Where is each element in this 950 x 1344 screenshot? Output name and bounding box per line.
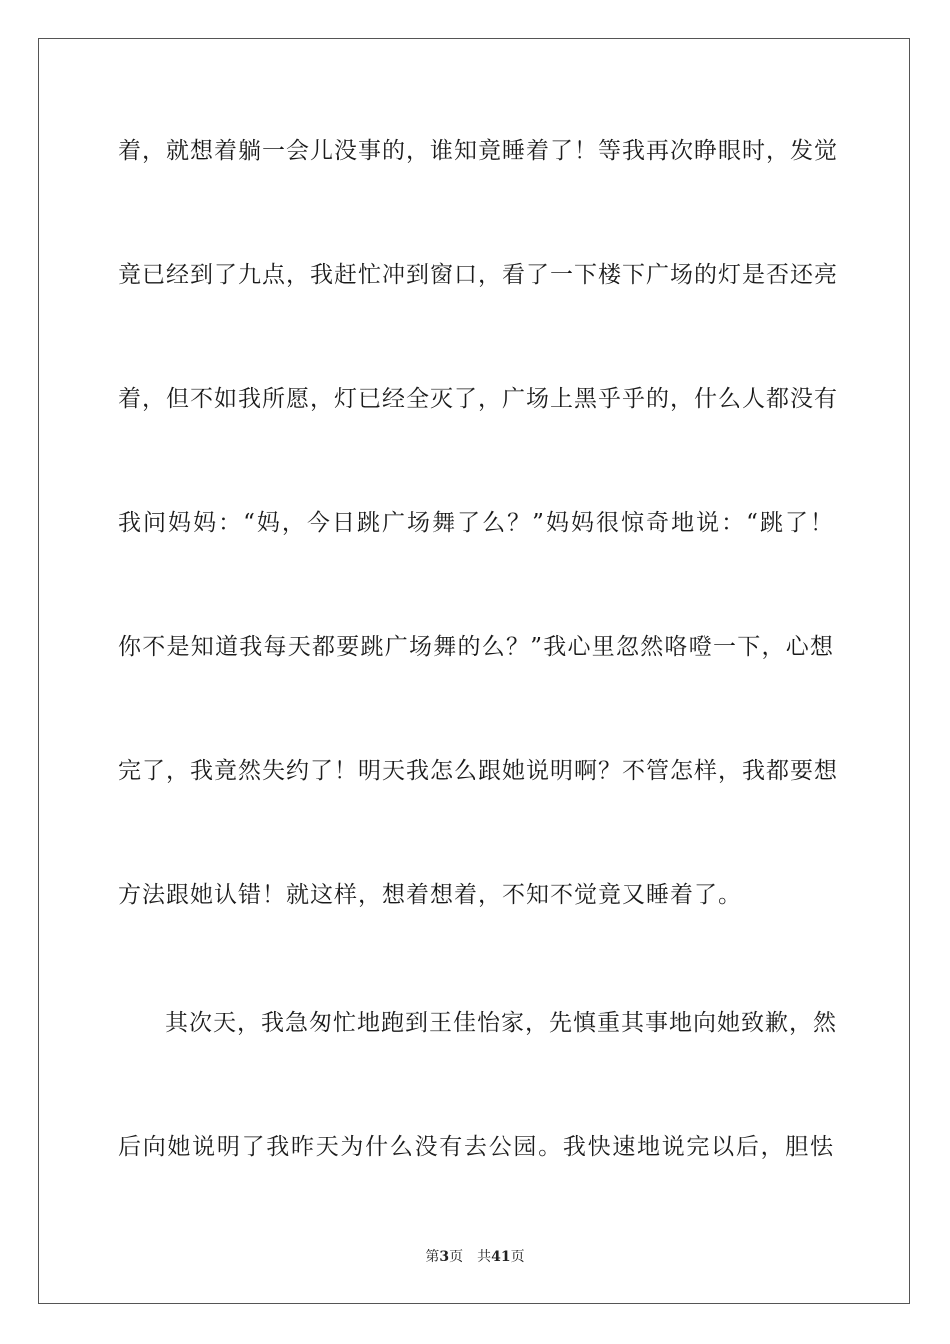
paragraph-line: 你不是知道我每天都要跳广场舞的么？”我心里忽然咯噔一下，心想 — [118, 634, 834, 660]
page-border — [38, 38, 910, 1304]
paragraph-line: 竟已经到了九点，我赶忙冲到窗口，看了一下楼下广场的灯是否还亮 — [118, 262, 838, 288]
paragraph-line: 后向她说明了我昨天为什么没有去公园。我快速地说完以后，胆怯 — [118, 1134, 834, 1160]
total-pages-indicator: 共41页 — [477, 1249, 525, 1265]
page-footer — [0, 1247, 950, 1267]
paragraph-line: 着，但不如我所愿，灯已经全灭了，广场上黑乎乎的，什么人都没有 — [118, 386, 838, 412]
page-indicator: 第3页 — [425, 1249, 464, 1265]
paragraph-line: 着，就想着躺一会儿没事的，谁知竟睡着了！等我再次睁眼时，发觉 — [118, 138, 838, 164]
paragraph-line: 方法跟她认错！就这样，想着想着，不知不觉竟又睡着了。 — [118, 882, 742, 908]
paragraph-line: 我问妈妈：“妈，今日跳广场舞了么？”妈妈很惊奇地说：“跳了！ — [118, 510, 834, 536]
paragraph-line: 完了，我竟然失约了！明天我怎么跟她说明啊？不管怎样，我都要想 — [118, 758, 838, 784]
paragraph-line: 其次天，我急匆忙地跑到王佳怡家，先慎重其事地向她致歉，然 — [165, 1010, 837, 1036]
